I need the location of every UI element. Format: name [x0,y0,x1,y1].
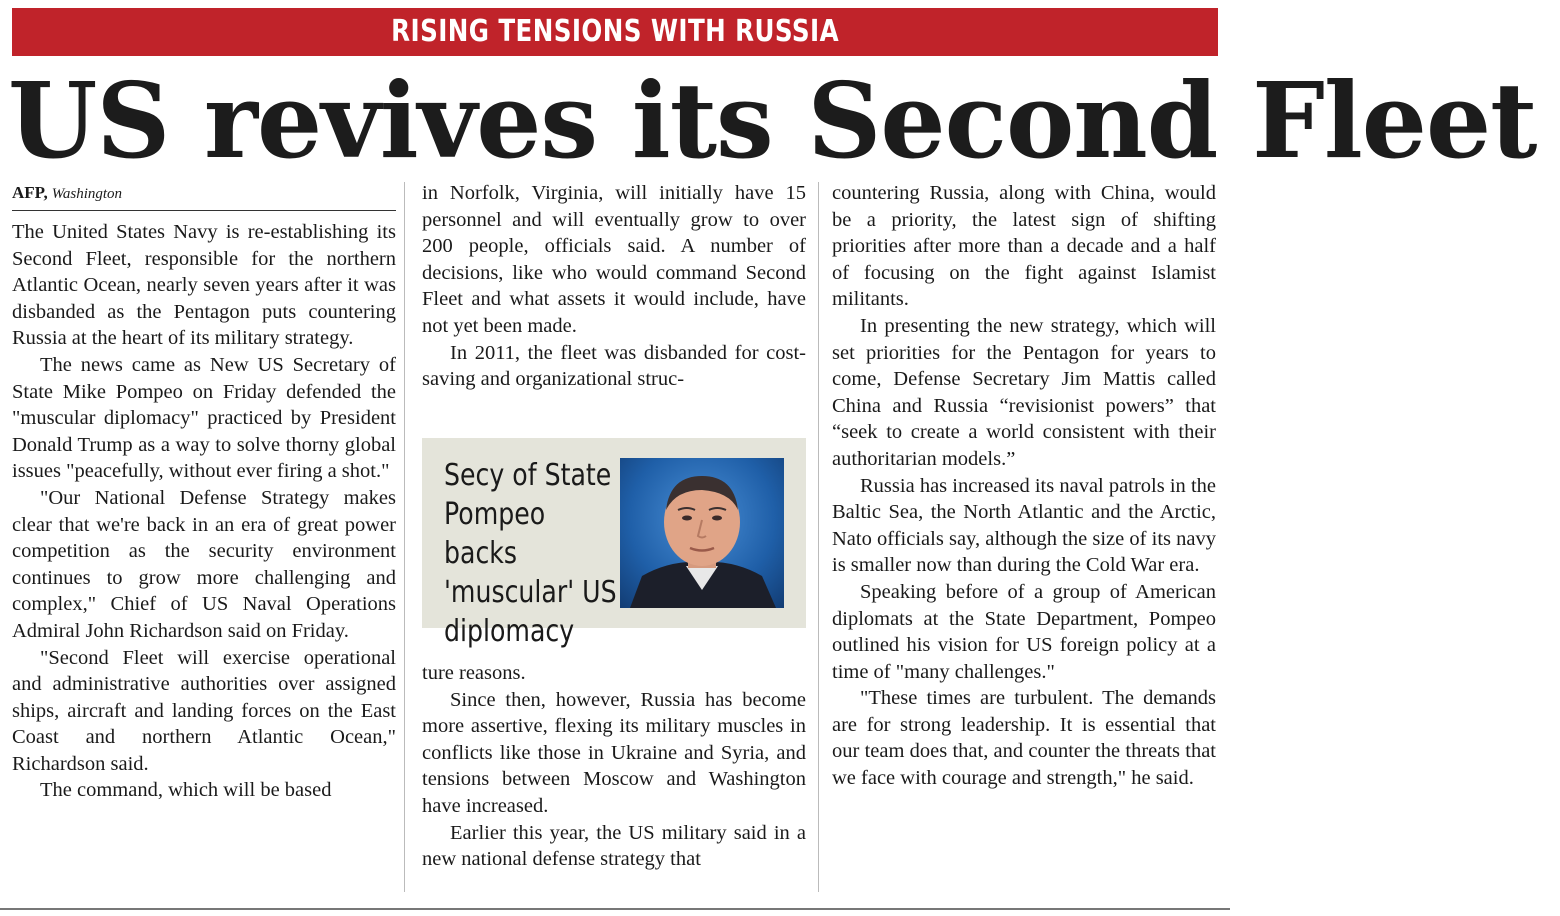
paragraph: Speaking before of a group of American diplomats at the State Department, Pompeo outlined his vision for US foreign policy at a time of "many challenges." [832,580,1216,683]
section-kicker: RISING TENSIONS WITH RUSSIA [12,8,1218,56]
paragraph: "Our National Defense Strategy makes clear that we're back in an era of great power competition as the security environment continues to grow more challenging and complex," Chief of US Naval Operations Admiral John Richardson said on Friday. [12,486,396,642]
article-column-2-top [422,180,806,393]
paragraph: Since then, however, Russia has become more assertive, flexing its military muscles in conflicts like those in Ukraine and Syria, and tensions between Moscow and Washington have increased. [422,688,806,817]
headline: US revives its Second Fleet [8,59,1537,182]
paragraph: Russia has increased its naval patrols in the Baltic Sea, the North Atlantic and the Arctic, Nato officials say, although the size of its navy is smaller now than during the Cold War era. [832,474,1216,577]
byline [12,180,396,211]
byline-place: Washington [51,186,123,202]
article-column-2-bottom [422,660,806,873]
pullquote-box [422,438,806,649]
article-column-1 [12,180,396,804]
article-column-3 [832,180,1216,792]
paragraph: "Second Fleet will exercise operational and administrative authorities over assigned ships, aircraft and landing forces on the East Coast and northern Atlantic Ocean," Richardson said. [12,646,396,775]
pullquote-text: Secy of State Pompeo backs 'muscular' US diplomacy [444,458,617,649]
paragraph: Earlier this year, the US military said in a new national defense strategy that [422,821,806,871]
column-divider [818,182,819,892]
paragraph: ture reasons. [422,662,526,684]
paragraph: In 2011, the fleet was disbanded for cost-saving and organizational struc- [422,341,806,391]
paragraph: The United States Navy is re-establishing its Second Fleet, responsible for the northern Atlantic Ocean, nearly seven years after it was disbanded as the Pentagon puts countering Russia at the heart of its military strategy. [12,221,396,350]
paragraph: "These times are turbulent. The demands are for strong leadership. It is essential that our team does that, and counter the threats that we face with courage and strength," he said. [832,687,1216,790]
paragraph: countering Russia, along with China, would be a priority, the latest sign of shifting priorities after more than a decade and a half of focusing on the fight against Islamist militants. [832,182,1216,311]
paragraph: in Norfolk, Virginia, will initially have 15 personnel and will eventually grow to over 200 people, officials said. A number of decisions, like who would command Second Fleet and what assets it would include, have not yet been made. [422,182,806,337]
byline-agency: AFP, [12,183,48,202]
paragraph: The news came as New US Secretary of State Mike Pompeo on Friday defended the "muscular diplomacy" practiced by President Donald Trump as a way to solve thorny global issues "peacefully, without ever firing a shot." [12,353,396,483]
paragraph: In presenting the new strategy, which will set priorities for the Pentagon for years to come, Defense Secretary Jim Mattis called China and Russia “revisionist powers” that “seek to create a world consistent with their authoritarian models.” [832,314,1216,470]
column-divider [404,182,405,892]
bottom-rule [0,908,1230,910]
portrait-photo [620,458,784,608]
paragraph: The command, which will be based [40,779,332,802]
portrait-illustration [620,458,784,608]
